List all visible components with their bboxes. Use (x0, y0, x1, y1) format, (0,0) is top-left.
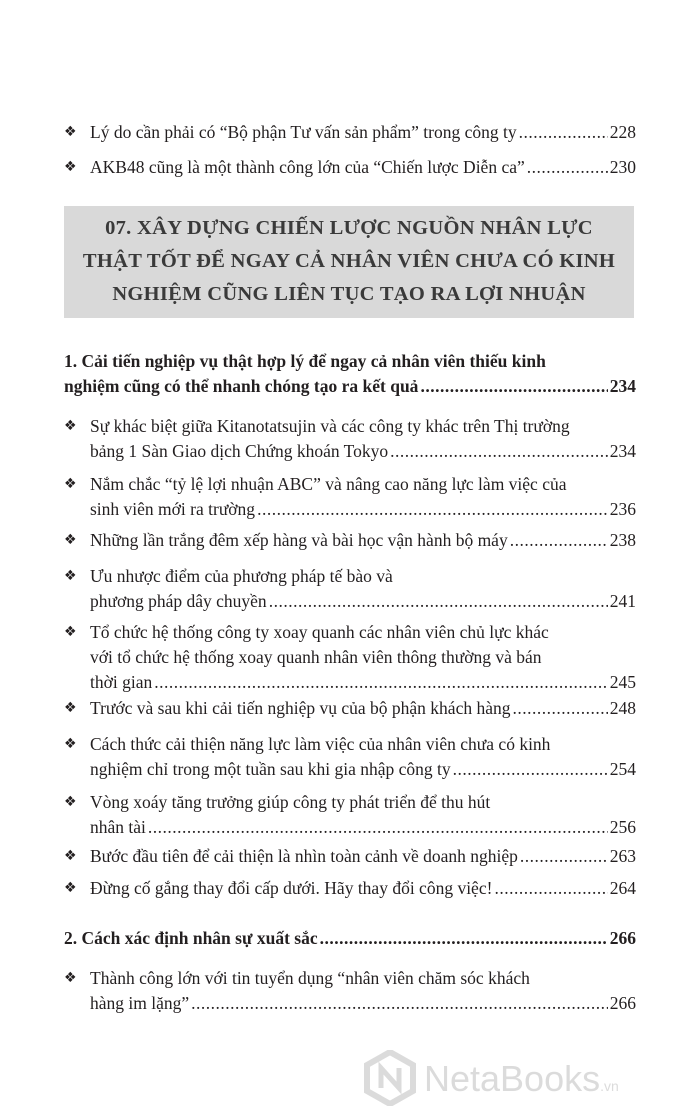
section-heading-line: 1. Cải tiến nghiệp vụ thật hợp lý để ngay cả nhân viên thiếu kinh (64, 351, 546, 371)
entry-text: Đừng cố gắng thay đổi cấp dưới. Hãy thay đổi công việc! (90, 878, 493, 898)
page-number: 234 (609, 376, 636, 396)
page-number: 238 (609, 530, 636, 550)
toc-entry (64, 876, 636, 901)
page-number: 266 (609, 928, 636, 948)
toc-entry (64, 414, 636, 464)
entry-text: Trước và sau khi cải tiến nghiệp vụ của bộ phận khách hàng (90, 698, 511, 718)
entry-text: thời gian (90, 672, 153, 692)
chapter-banner (64, 206, 634, 318)
page-number: 228 (609, 122, 636, 142)
diamond-bullet-icon: ❖ (64, 159, 77, 175)
toc-entry (64, 120, 636, 145)
diamond-bullet-icon: ❖ (64, 794, 77, 810)
entry-text: Tổ chức hệ thống công ty xoay quanh các nhân viên chủ lực khác (90, 622, 549, 642)
page-number: 248 (609, 698, 636, 718)
page-number: 264 (609, 878, 636, 898)
entry-text: Những lần trắng đêm xếp hàng và bài học vận hành bộ máy (90, 530, 508, 550)
toc-entry (64, 966, 636, 1016)
diamond-bullet-icon: ❖ (64, 848, 77, 864)
section-heading-line: 2. Cách xác định nhân sự xuất sắc (64, 928, 318, 948)
entry-text: Nắm chắc “tỷ lệ lợi nhuận ABC” và nâng cao năng lực làm việc của (90, 474, 567, 494)
netabooks-watermark (364, 1048, 694, 1108)
page-number: 263 (609, 846, 636, 866)
toc-entry (64, 732, 636, 782)
entry-text: Bước đầu tiên để cải thiện là nhìn toàn cảnh về doanh nghiệp (90, 846, 518, 866)
watermark-text: NetaBooks.vn (424, 1058, 619, 1099)
diamond-bullet-icon: ❖ (64, 970, 77, 986)
section-heading-line: nghiệm cũng có thể nhanh chóng tạo ra kết quả (64, 376, 419, 396)
entry-text: Vòng xoáy tăng trưởng giúp công ty phát triển để thu hút (90, 792, 491, 812)
page-number: 234 (609, 441, 636, 461)
toc-entry (64, 564, 636, 614)
diamond-bullet-icon: ❖ (64, 476, 77, 492)
entry-text: nghiệm chỉ trong một tuần sau khi gia nhập công ty (90, 759, 451, 779)
chapter-title-line: 07. XÂY DỰNG CHIẾN LƯỢC NGUỒN NHÂN LỰC (105, 217, 593, 239)
entry-text: hàng im lặng” (90, 993, 190, 1013)
chapter-title-line: THẬT TỐT ĐỂ NGAY CẢ NHÂN VIÊN CHƯA CÓ KINH (82, 250, 616, 272)
diamond-bullet-icon: ❖ (64, 880, 77, 896)
toc-entry (64, 472, 636, 522)
entry-text: phương pháp dây chuyền (90, 591, 267, 611)
toc-entry (64, 790, 636, 840)
diamond-bullet-icon: ❖ (64, 624, 77, 640)
entry-text: Ưu nhược điểm của phương pháp tế bào và (90, 566, 393, 586)
section-heading (64, 349, 636, 399)
page-number: 245 (609, 672, 636, 692)
section-heading (64, 926, 636, 951)
entry-text: Lý do cần phải có “Bộ phận Tư vấn sản phẩm” trong công ty (90, 122, 517, 142)
page-number: 230 (609, 157, 636, 177)
page-number: 254 (609, 759, 636, 779)
diamond-bullet-icon: ❖ (64, 532, 77, 548)
toc-entry (64, 620, 636, 695)
toc-entry (64, 696, 636, 721)
diamond-bullet-icon: ❖ (64, 568, 77, 584)
page-number: 266 (609, 993, 636, 1013)
entry-text: với tổ chức hệ thống xoay quanh nhân viên thông thường và bán (90, 647, 542, 667)
toc-entry (64, 155, 636, 180)
entry-text: bảng 1 Sàn Giao dịch Chứng khoán Tokyo (90, 441, 389, 461)
chapter-title-line: NGHIỆM CŨNG LIÊN TỤC TẠO RA LỢI NHUẬN (112, 283, 586, 305)
page-number: 241 (609, 591, 636, 611)
entry-text: Cách thức cải thiện năng lực làm việc của nhân viên chưa có kinh (90, 734, 551, 754)
entry-text: Thành công lớn với tin tuyển dụng “nhân viên chăm sóc khách (90, 968, 530, 988)
diamond-bullet-icon: ❖ (64, 736, 77, 752)
entry-text: sinh viên mới ra trường (90, 499, 256, 519)
diamond-bullet-icon: ❖ (64, 418, 77, 434)
toc-entry (64, 844, 636, 869)
toc-entry (64, 528, 636, 553)
page-number: 236 (609, 499, 636, 519)
diamond-bullet-icon: ❖ (64, 124, 77, 140)
netabooks-logo-icon (364, 1050, 416, 1106)
entry-text: AKB48 cũng là một thành công lớn của “Chiến lược Diễn ca” (90, 157, 525, 177)
page-number: 256 (609, 817, 636, 837)
entry-text: Sự khác biệt giữa Kitanotatsujin và các công ty khác trên Thị trường (90, 416, 570, 436)
diamond-bullet-icon: ❖ (64, 700, 77, 716)
entry-text: nhân tài (90, 817, 146, 837)
